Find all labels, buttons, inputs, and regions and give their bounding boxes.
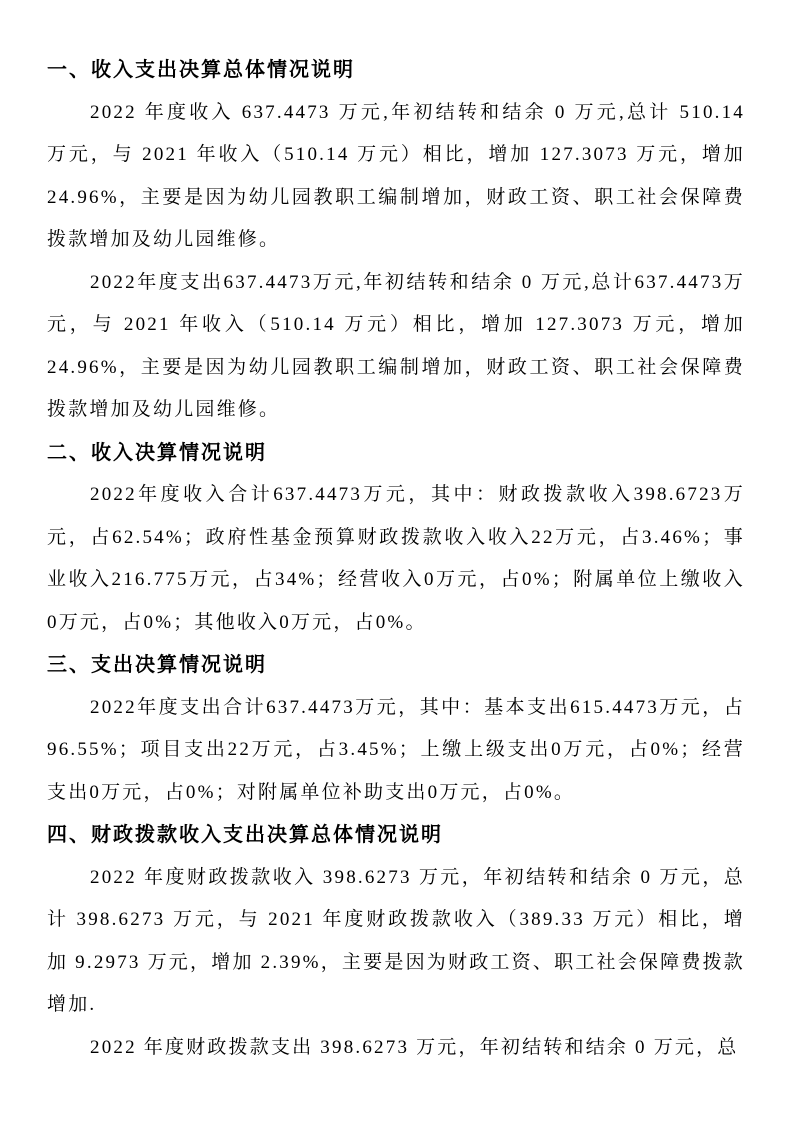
body-paragraph: 2022 年度财政拨款支出 398.6273 万元，年初结转和结余 0 万元，总 bbox=[90, 1036, 739, 1058]
body-paragraph: 2022年度收入合计637.4473万元，其中：财政拨款收入398.6723万元，占62.54%；政府性基金预算财政拨款收入收入22万元，占3.46%；事业收入216.775万元，占34%；经营收入0万元，占0%；附属单位上缴收入0万元，占0%；其他收入0万元，占0%。 bbox=[47, 484, 745, 633]
section-heading: 四、财政拨款收入支出决算总体情况说明 bbox=[47, 824, 443, 846]
body-paragraph: 2022年度支出合计637.4473万元，其中：基本支出615.4473万元，占96.55%；项目支出22万元，占3.45%；上缴上级支出0万元，占0%；经营支出0万元，占0%；对附属单位补助支出0万元，占0%。 bbox=[47, 696, 745, 803]
section-heading: 二、收入决算情况说明 bbox=[47, 441, 267, 464]
body-paragraph: 2022年度支出637.4473万元,年初结转和结余 0 万元,总计637.4473万元，与 2021 年收入（510.14 万元）相比，增加 127.3073 万元，增加24.96%，主要是因为幼儿园教职工编制增加，财政工资、职工社会保障费拨款增加及幼儿园维修。 bbox=[47, 271, 745, 420]
body-paragraph: 2022 年度财政拨款收入 398.6273 万元，年初结转和结余 0 万元，总计 398.6273 万元，与 2021 年度财政拨款收入（389.33 万元）相比，增加 9.2973 万元，增加 2.39%，主要是因为财政工资、职工社会保障费拨款增加. bbox=[47, 866, 745, 1015]
section-heading: 三、支出决算情况说明 bbox=[47, 654, 267, 676]
body-paragraph: 2022 年度收入 637.4473 万元,年初结转和结余 0 万元,总计 510.14 万元，与 2021 年收入（510.14 万元）相比，增加 127.3073 万元，增加 24.96%，主要是因为幼儿园教职工编制增加，财政工资、职工社会保障费拨款增加及幼儿园维修。 bbox=[47, 101, 745, 250]
section-heading: 一、收入支出决算总体情况说明 bbox=[47, 59, 355, 81]
document-content bbox=[47, 49, 745, 1069]
